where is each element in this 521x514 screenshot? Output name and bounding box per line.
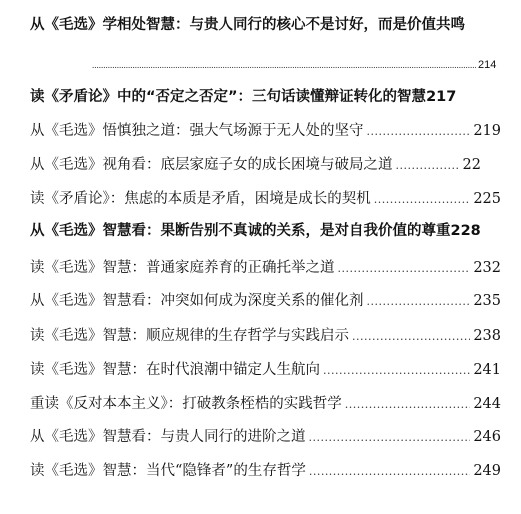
toc-leader-dots (374, 190, 471, 209)
toc-entry-title: 从《毛选》悟慎独之道：强大气场源于无人处的坚守 (30, 123, 364, 139)
toc-entry-title: 重读《反对本本主义》：打破教条桎梏的实践哲学 (30, 396, 342, 412)
toc-entry-page: 225 (473, 191, 501, 207)
toc-entry[interactable] (30, 121, 501, 141)
toc-entry-title: 从《毛选》智慧看：冲突如何成为深度关系的催化剂 (30, 293, 364, 309)
toc-entry-title: 读《毛选》智慧：在时代浪潮中锚定人生航向 (30, 362, 320, 378)
toc-leader-dots (338, 259, 471, 278)
toc-entry-title: 读《毛选》智慧：顺应规律的生存哲学与实践启示 (30, 328, 349, 344)
toc-entry-page: 22 (462, 157, 481, 173)
toc-entry-page: 232 (473, 260, 501, 276)
toc-leader-dots (323, 361, 470, 380)
toc-leader-dots (309, 428, 471, 447)
toc-entry-page: 214 (478, 59, 497, 71)
toc-entry-title: 从《毛选》智慧看：果断告别不真诚的关系，是对自我价值的尊重 (30, 223, 451, 239)
toc-leader-dots (367, 122, 471, 141)
toc-entry-title: 读《毛选》智慧：普通家庭养育的正确托举之道 (30, 260, 335, 276)
toc-leader-dots (352, 327, 470, 346)
toc-entry-page: 217 (426, 89, 457, 105)
toc-entry-title: 从《毛选》智慧看：与贵人同行的进阶之道 (30, 429, 306, 445)
toc-entry-title: 读《矛盾论》：焦虑的本质是矛盾，困境是成长的契机 (30, 191, 371, 207)
toc-entry[interactable] (30, 461, 501, 481)
toc-entry-page: 235 (473, 293, 501, 309)
toc-leader-dots (345, 395, 471, 414)
toc-entry-page: 244 (473, 396, 501, 412)
toc-entry-title: 从《毛选》学相处智慧：与贵人同行的核心不是讨好，而是价值共鸣 (30, 17, 465, 33)
toc-entry-title: 读《毛选》智慧：当代“隐锋者”的生存哲学 (30, 463, 306, 479)
toc-entry[interactable] (30, 291, 501, 311)
toc-entry-page: 238 (473, 328, 501, 344)
toc-entry[interactable] (30, 155, 501, 175)
toc-entry[interactable] (30, 258, 501, 278)
toc-entry-page: 228 (450, 223, 481, 239)
toc-entry[interactable] (30, 427, 501, 447)
toc-entry-page: 246 (473, 429, 501, 445)
toc-entry[interactable] (30, 87, 501, 107)
toc-entry[interactable] (30, 189, 501, 209)
toc-entry[interactable] (30, 326, 501, 346)
toc-leader-dots (396, 156, 460, 175)
toc-leader-dots (92, 60, 476, 74)
toc-entry[interactable] (30, 360, 501, 380)
toc-leader-dots (367, 292, 471, 311)
toc-entry-page: 241 (473, 362, 501, 378)
toc-entry-title: 从《毛选》视角看：底层家庭子女的成长困境与破局之道 (30, 157, 393, 173)
toc-entry-title: 读《矛盾论》中的“否定之否定”：三句话读懂辩证转化的智慧 (30, 89, 427, 105)
toc-entry-page: 249 (473, 463, 501, 479)
toc-entry[interactable] (30, 221, 501, 241)
toc-entry-page: 219 (473, 123, 501, 139)
toc-entry[interactable] (30, 394, 501, 414)
toc-leader-dots (309, 462, 470, 481)
